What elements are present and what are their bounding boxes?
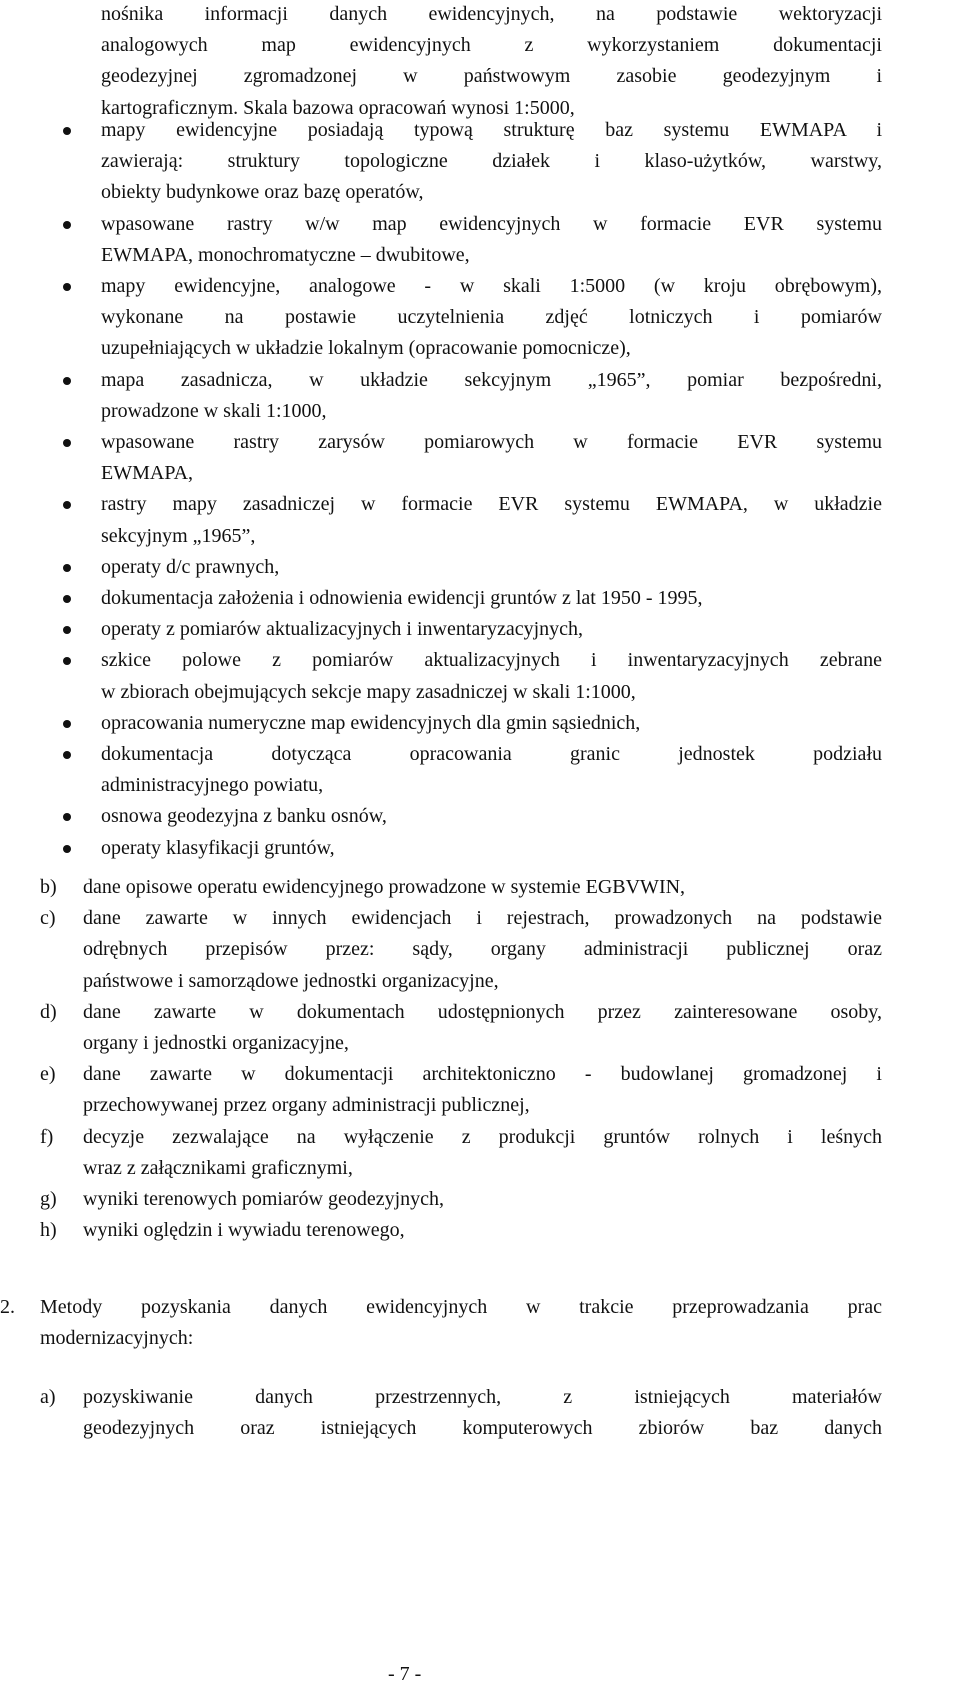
bullet-item-line: w zbiorach obejmujących sekcje mapy zasadniczej w skali 1:1000, — [101, 680, 636, 703]
list-marker: d) — [40, 1000, 57, 1023]
list-marker: b) — [40, 876, 57, 898]
bullet-item-line: dokumentacja założenia i odnowienia ewidencji gruntów z lat 1950 - 1995, — [101, 587, 703, 609]
list-item-line: dane zawarte w innych ewidencjach i rejestrach, prowadzonych na podstawie — [83, 907, 882, 930]
bullet-icon — [63, 657, 71, 665]
bullet-item-line: EWMAPA, monochromatyczne – dwubitowe, — [101, 243, 470, 266]
paragraph-line: kartograficznym. Skala bazowa opracowań wynosi 1:5000, — [101, 96, 575, 119]
list-item-line: geodezyjnych oraz istniejących komputerowych zbiorów baz danych — [83, 1417, 882, 1440]
bullet-item-line: uzupełniających w układzie lokalnym (opracowanie pomocnicze), — [101, 337, 631, 360]
list-marker: h) — [40, 1219, 57, 1242]
bullet-icon — [63, 283, 71, 291]
list-marker: f) — [40, 1125, 54, 1148]
bullet-item-line: dokumentacja dotycząca opracowania granic jednostek podziału — [101, 743, 882, 765]
bullet-item-line: mapy ewidencyjne posiadają typową strukturę baz systemu EWMAPA i — [101, 119, 882, 141]
paragraph-line: geodezyjnej zgromadzonej w państwowym zasobie geodezyjnym i — [101, 65, 882, 88]
list-item-line: pozyskiwanie danych przestrzennych, z istniejących materiałów — [83, 1386, 882, 1408]
list-marker: g) — [40, 1188, 57, 1210]
page-number: - 7 - — [388, 1663, 422, 1685]
list-item-line: wyniki terenowych pomiarów geodezyjnych, — [83, 1188, 445, 1210]
list-item-line: dane zawarte w dokumentach udostępnionych przez zainteresowane osoby, — [83, 1000, 882, 1023]
bullet-item-line: prowadzone w skali 1:1000, — [101, 399, 327, 422]
bullet-item-line: wpasowane rastry zarysów pomiarowych w formacie EVR systemu — [101, 431, 882, 453]
paragraph-line: analogowych map ewidencyjnych z wykorzystaniem dokumentacji — [101, 34, 882, 57]
bullet-item-line: operaty d/c prawnych, — [101, 555, 280, 578]
list-item-line: organy i jednostki organizacyjne, — [83, 1032, 349, 1054]
bullet-item-line: obiekty budynkowe oraz bazę operatów, — [101, 181, 424, 204]
list-marker: c) — [40, 907, 56, 930]
bullet-icon — [63, 595, 71, 603]
paragraph-line: nośnika informacji danych ewidencyjnych, na podstawie wektoryzacji — [101, 3, 882, 25]
bullet-item-line: szkice polowe z pomiarów aktualizacyjnych i inwentaryzacyjnych zebrane — [101, 649, 882, 672]
bullet-icon — [63, 751, 71, 759]
bullet-item-line: zawierają: struktury topologiczne działek i klaso-użytków, warstwy, — [101, 150, 882, 173]
list-item-line: odrębnych przepisów przez: sądy, organy administracji publicznej oraz — [83, 938, 882, 961]
list-item-line: państwowe i samorządowe jednostki organizacyjne, — [83, 969, 499, 992]
bullet-item-line: administracyjnego powiatu, — [101, 774, 324, 797]
bullet-item-line: operaty klasyfikacji gruntów, — [101, 836, 335, 859]
bullet-icon — [63, 564, 71, 572]
list-marker: a) — [40, 1386, 56, 1408]
list-item-line: wraz z załącznikami graficznymi, — [83, 1156, 353, 1179]
list-item-line: wyniki oględzin i wywiadu terenowego, — [83, 1219, 405, 1242]
bullet-icon — [63, 720, 71, 728]
section-heading-line: modernizacyjnych: — [40, 1327, 194, 1350]
bullet-icon — [63, 626, 71, 634]
bullet-item-line: rastry mapy zasadniczej w formacie EVR systemu EWMAPA, w układzie — [101, 493, 882, 516]
bullet-item-line: osnowa geodezyjna z banku osnów, — [101, 805, 387, 828]
bullet-item-line: mapy ewidencyjne, analogowe - w skali 1:5000 (w kroju obrębowym), — [101, 275, 882, 297]
list-item-line: decyzje zezwalające na wyłączenie z produkcji gruntów rolnych i leśnych — [83, 1125, 882, 1148]
bullet-item-line: EWMAPA, — [101, 462, 194, 485]
section-heading-line: Metody pozyskania danych ewidencyjnych w trakcie przeprowadzania prac — [40, 1296, 882, 1318]
list-item-line: przechowywanej przez organy administracji publicznej, — [83, 1094, 530, 1117]
bullet-icon — [63, 221, 71, 229]
bullet-icon — [63, 813, 71, 821]
bullet-item-line: operaty z pomiarów aktualizacyjnych i inwentaryzacyjnych, — [101, 618, 584, 641]
bullet-item-line: wpasowane rastry w/w map ewidencyjnych w formacie EVR systemu — [101, 212, 882, 235]
bullet-item-line: mapa zasadnicza, w układzie sekcyjnym „1965”, pomiar bezpośredni, — [101, 368, 882, 391]
bullet-item-line: opracowania numeryczne map ewidencyjnych dla gmin sąsiednich, — [101, 711, 641, 734]
list-item-line: dane opisowe operatu ewidencyjnego prowadzone w systemie EGBVWIN, — [83, 876, 686, 898]
bullet-icon — [63, 845, 71, 853]
section-number: 2. — [0, 1296, 15, 1318]
list-marker: e) — [40, 1063, 56, 1086]
bullet-icon — [63, 377, 71, 385]
bullet-icon — [63, 501, 71, 509]
bullet-item-line: wykonane na postawie uczytelnienia zdjęć lotniczych i pomiarów — [101, 306, 882, 329]
bullet-icon — [63, 127, 71, 135]
bullet-item-line: sekcyjnym „1965”, — [101, 524, 256, 547]
bullet-icon — [63, 439, 71, 447]
list-item-line: dane zawarte w dokumentacji architektoniczno - budowlanej gromadzonej i — [83, 1063, 882, 1086]
